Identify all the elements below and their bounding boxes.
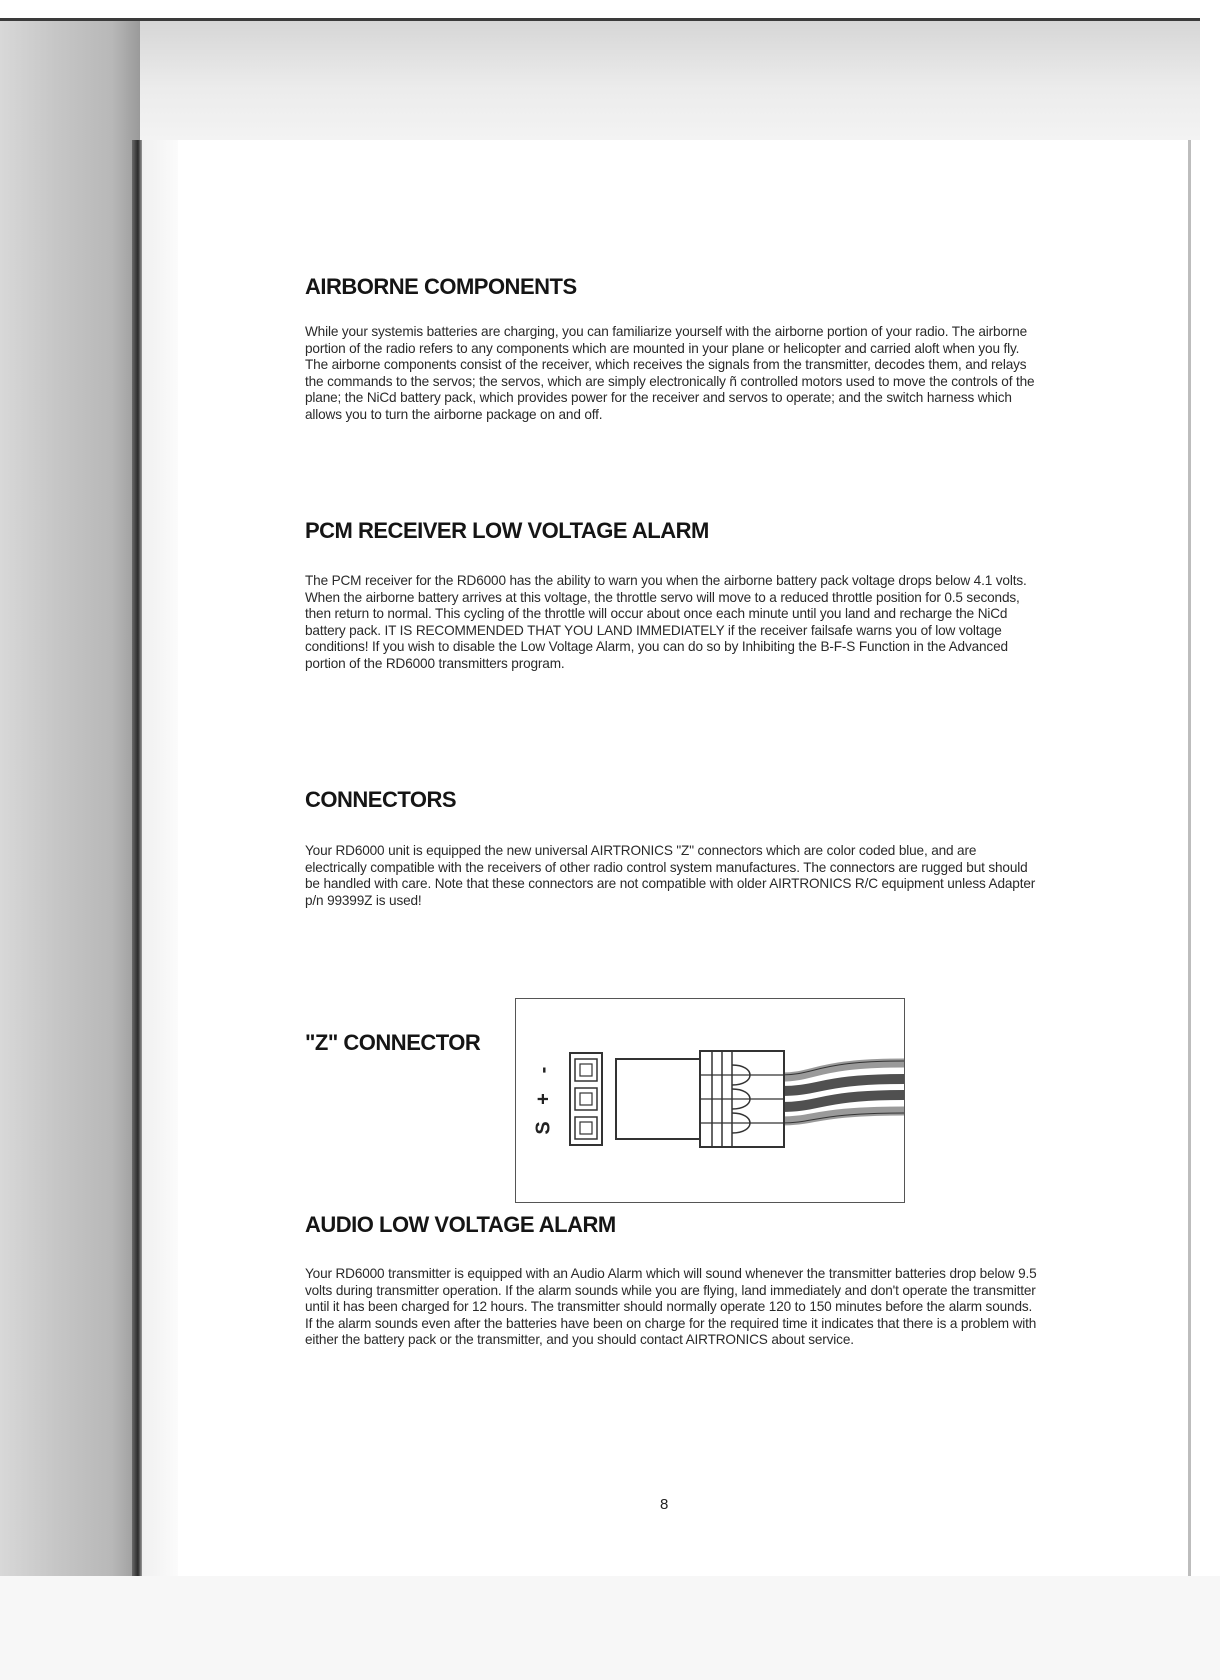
heading-audio-alarm: AUDIO LOW VOLTAGE ALARM xyxy=(305,1212,616,1237)
z-connector-illustration xyxy=(516,999,904,1202)
pin-label-signal: S xyxy=(532,1121,555,1135)
paragraph-connectors: Your RD6000 unit is equipped the new universal AIRTRONICS "Z" connectors which are color coded blue, and are electrically compatible with the receivers of other radio control system manufactures. The connectors are rugged but should be handled with care. Note that these connectors are not compatible with older AIRTRONICS R/C equipment unless Adapter p/n 99399Z is used! xyxy=(305,843,1036,908)
heading-connectors: CONNECTORS xyxy=(305,787,457,812)
heading-pcm-receiver-alarm: PCM RECEIVER LOW VOLTAGE ALARM xyxy=(305,518,709,543)
heading-z-connector: "Z" CONNECTOR xyxy=(305,1030,481,1055)
scan-left-shadow xyxy=(0,21,140,1576)
scan-top-shadow xyxy=(0,21,1200,146)
page-right-edge xyxy=(1188,140,1191,1576)
scan-top-line xyxy=(0,18,1200,21)
wire-light-lower xyxy=(781,1111,904,1121)
heading-airborne-components: AIRBORNE COMPONENTS xyxy=(305,274,577,299)
wire-dark-upper xyxy=(781,1079,904,1091)
page-left-edge xyxy=(132,140,142,1576)
paragraph-pcm-receiver-alarm: The PCM receiver for the RD6000 has the ability to warn you when the airborne battery pack voltage drops below 4.1 volts. When the airborne battery arrives at this voltage, the throttle servo will move to a reduced throttle position for 0.5 seconds, then return to normal. This cycling of the throttle will occur about once each minute until you land and recharge the NiCd battery pack. IT IS RECOMMENDED THAT YOU LAND IMMEDIATELY if the receiver failsafe warns you of low voltage conditions! If you wish to disable the Low Voltage Alarm, you can do so by Inhibiting the B-F-S Function in the Advanced portion of the RD6000 transmitters program. xyxy=(305,573,1027,671)
connector-housing xyxy=(616,1059,700,1139)
z-connector-diagram xyxy=(515,998,905,1203)
wire-dark-lower xyxy=(781,1095,904,1107)
page-number: 8 xyxy=(660,1496,669,1513)
pin-label-minus: - xyxy=(532,1066,555,1074)
paragraph-audio-alarm: Your RD6000 transmitter is equipped with an Audio Alarm which will sound whenever the transmitter batteries drop below 9.5 volts during transmitter operation. If the alarm sounds while you are flying, land immediately and don't operate the transmitter until it has been charged for 12 hours. The transmitter should normally operate 120 to 150 minutes before the alarm sounds. If the alarm sounds even after the batteries have been on charge for the required time it indicates that there is a problem with either the battery pack or the transmitter, and you should contact AIRTRONICS about service. xyxy=(305,1266,1037,1348)
scan-bottom-margin xyxy=(0,1576,1220,1680)
paragraph-airborne-components: While your systemis batteries are charging, you can familiarize yourself with the airborne portion of your radio. The airborne portion of the radio refers to any components which are mounted in your plane or helicopter and carried aloft when you fly. The airborne components consist of the receiver, which receives the signals from the transmitter, decodes them, and relays the commands to the servos; the servos, which are simply electronically ñ controlled motors used to move the controls of the plane; the NiCd battery pack, which provides power for the receiver and servos to operate; and the switch harness which allows you to turn the airborne package on and off. xyxy=(305,324,1035,422)
pin-label-plus: + xyxy=(532,1093,555,1105)
page-binding-margin xyxy=(142,140,178,1576)
